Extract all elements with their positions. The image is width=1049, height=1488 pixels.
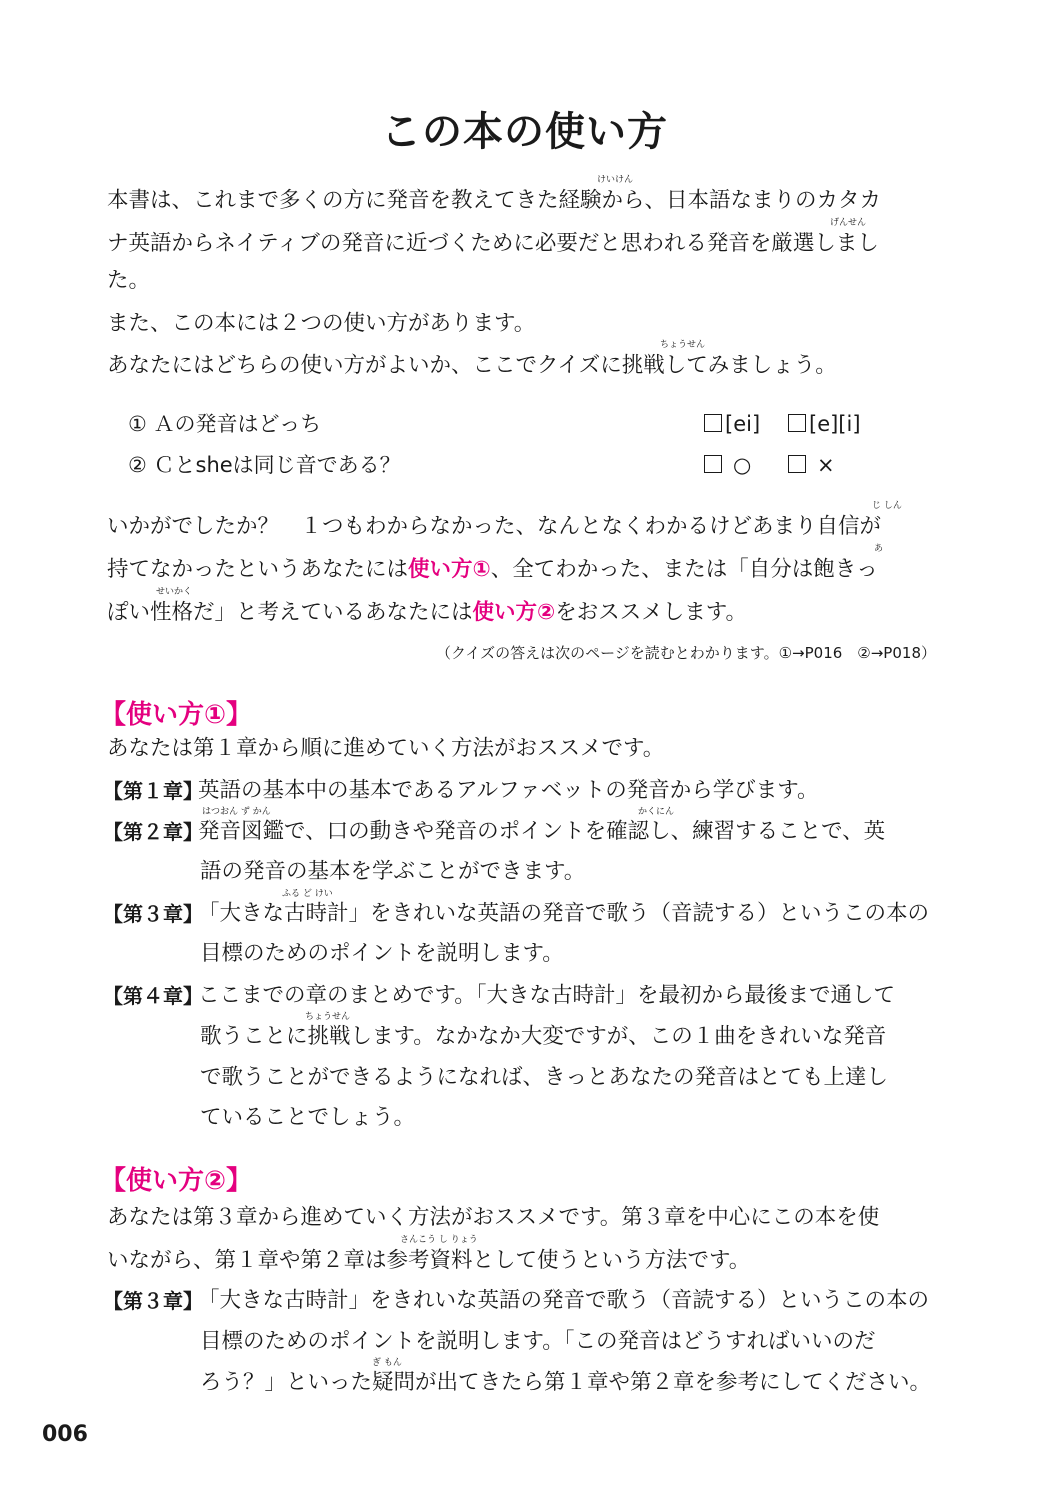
checkbox-icon	[704, 455, 722, 473]
quiz-question-2: ② Ｃとsheは同じ音である？	[128, 453, 401, 477]
quiz-answer-note: （クイズの答えは次のページを読むとわかります。①→P016 ②→P018）	[436, 644, 936, 662]
usage-2-chapter-3-line-2: 目標のためのポイントを説明します。「この発音はどうすればいいのだ	[200, 1329, 876, 1354]
ruby-a: あ	[874, 544, 884, 554]
usage-1-chapter-1-label: 【第１章】	[103, 779, 203, 803]
usage-1-chapter-4-line-1: ここまでの章のまとめです。「大きな古時計」を最初から最後まで通して	[198, 983, 896, 1008]
usage-1-reference: 使い方①	[408, 557, 491, 582]
ruby-furudokei: ふる ど けい	[282, 889, 333, 899]
quiz-1-option-2: [e][i]	[788, 414, 861, 435]
usage-1-chapter-1-text: 英語の基本中の基本であるアルファベットの発音から学びます。	[198, 778, 819, 803]
ruby-chousen: ちょうせん	[660, 340, 706, 350]
usage-1-chapter-2-line-1: 発音図鑑で、口の動きや発音のポイントを確認し、練習することで、英	[198, 819, 886, 844]
intro-line-1: 本書は、これまで多くの方に発音を教えてきた経験から、日本語なまりのカタカ	[107, 188, 882, 213]
ruby-gimon: ぎ もん	[372, 1358, 402, 1368]
ruby-sankou-shiryou: さんこう し りょう	[400, 1235, 478, 1245]
usage-1-chapter-3-label: 【第３章】	[103, 902, 203, 926]
usage-1-chapter-4-line-4: ていることでしょう。	[200, 1105, 416, 1130]
usage-1-heading: 【使い方①】	[100, 700, 253, 730]
quiz-1-option-1: [ei]	[704, 414, 760, 435]
intro-line-3: た。	[107, 268, 151, 293]
checkbox-icon	[788, 455, 806, 473]
intro-line-2: ナ英語からネイティブの発音に近づくために必要だと思われる発音を厳選しまし	[107, 231, 879, 256]
usage-2-chapter-3-line-1: 「大きな古時計」をきれいな英語の発音で歌う（音読する）というこの本の	[198, 1288, 930, 1313]
page-title: この本の使い方	[381, 109, 668, 155]
usage-1-chapter-4-label: 【第４章】	[103, 984, 203, 1008]
intro-line-4: また、この本には２つの使い方があります。	[107, 311, 536, 336]
usage-2-reference: 使い方②	[472, 600, 556, 625]
usage-1-intro: あなたは第１章から順に進めていく方法がおススメです。	[107, 736, 665, 761]
quiz-2-option-1: ○	[704, 455, 751, 476]
ruby-gensen: げんせん	[830, 218, 867, 228]
page-number: 006	[42, 1422, 88, 1447]
usage-1-chapter-3-line-1: 「大きな古時計」をきれいな英語の発音で歌う（音読する）というこの本の	[198, 901, 930, 926]
after-line-1: いかがでしたか？ １つもわからなかった、なんとなくわかるけどあまり自信が	[107, 514, 882, 539]
usage-2-chapter-3-label: 【第３章】	[103, 1289, 203, 1313]
usage-2-heading: 【使い方②】	[100, 1166, 253, 1196]
ruby-hatsuon-zukan: はつおん ず かん	[202, 807, 271, 817]
intro-line-5: あなたにはどちらの使い方がよいか、ここでクイズに挑戦してみましょう。	[107, 353, 837, 378]
ruby-kakunin: かくにん	[638, 807, 675, 817]
usage-1-chapter-3-line-2: 目標のためのポイントを説明します。	[200, 941, 564, 966]
usage-2-chapter-3-line-3: ろう？」といった疑問が出てきたら第１章や第２章を参考にしてください。	[200, 1370, 932, 1395]
quiz-question-1: ① Ａの発音はどっち	[128, 412, 322, 436]
usage-1-chapter-2-label: 【第２章】	[103, 820, 203, 844]
ruby-chousen-2: ちょうせん	[305, 1012, 351, 1022]
usage-2-line-1: あなたは第３章から進めていく方法がおススメです。第３章を中心にこの本を使	[107, 1205, 880, 1230]
ruby-jishin: じ しん	[872, 501, 902, 511]
ruby-seikaku: せいかく	[156, 587, 193, 597]
checkbox-icon	[788, 414, 806, 432]
usage-1-chapter-2-line-2: 語の発音の基本を学ぶことができます。	[200, 859, 586, 884]
usage-1-chapter-4-line-2: 歌うことに挑戦します。なかなか大変ですが、この１曲をきれいな発音	[200, 1024, 887, 1049]
ruby-keiken: けいけん	[597, 175, 634, 185]
after-line-3: ぽい性格だ」と考えているあなたには使い方②をおススメします。	[107, 600, 748, 625]
usage-1-chapter-4-line-3: で歌うことができるようになれば、きっとあなたの発音はとても上達し	[200, 1065, 889, 1090]
after-line-2: 持てなかったというあなたには使い方①、全てわかった、または「自分は飽きっ	[107, 557, 878, 582]
usage-2-line-2: いながら、第１章や第２章は参考資料として使うという方法です。	[107, 1248, 751, 1273]
quiz-2-option-2: ×	[788, 455, 835, 476]
checkbox-icon	[704, 414, 722, 432]
